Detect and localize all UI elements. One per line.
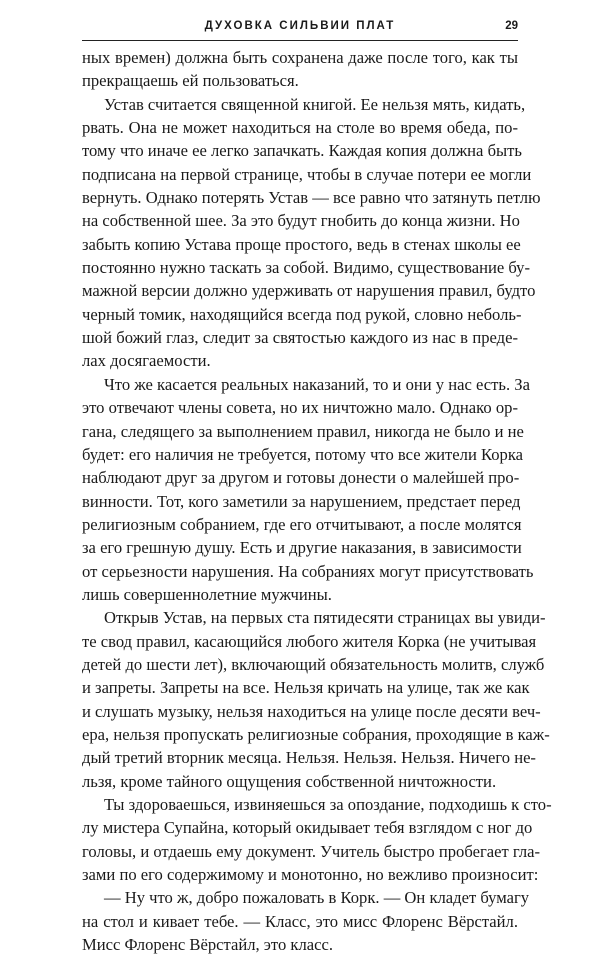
body-text [82,46,552,956]
text-line: будет: его наличия не требуется, потому что все жители Корка [82,444,523,464]
text-line: на собственной шее. За это будут гнобить до конца жизни. Но [82,211,520,231]
text-line: ера, нельзя пропускать религиозные собрания, проходящие в каж- [82,724,550,744]
paragraph [82,886,530,956]
text-line: те свод правил, касающийся любого жителя Корка (не учитывая [82,631,537,651]
text-line: и запреты. Запреты на все. Нельзя кричать на улице, так же как [82,678,530,698]
text-line: — Ну что ж, добро пожаловать в Корк. — Он кладет бумагу [104,888,530,908]
paragraph [82,793,552,886]
text-line: Что же касается реальных наказаний, то и они у нас есть. За [104,374,530,394]
text-line: детей до шести лет), включающий обязательность молитв, служб [82,654,545,674]
text-line: наблюдают друг за другом и готовы донести о малейшей про- [82,468,520,488]
paragraph [82,606,550,793]
text-line: Открыв Устав, на первых ста пятидесяти страницах вы увиди- [104,608,546,628]
text-line: вернуть. Однако потерять Устав — все равно что затянуть петлю [82,188,541,208]
text-line: религиозным собранием, где его отчитывают, а после молятся [82,514,522,534]
text-line: Устав считается священной книгой. Ее нельзя мять, кидать, [104,94,526,114]
text-line: Ты здороваешься, извиняешься за опоздание, подходишь к сто- [104,795,552,814]
text-line: на стол и кивает тебе. — Класс, это мисс Флоренс Вёрстайл. [82,911,518,931]
text-line: дый третий вторник месяца. Нельзя. Нельзя. Нельзя. Ничего не- [82,748,536,768]
paragraph [82,373,534,606]
text-line: льзя, кроме тайного ощущения собственной ничтожности. [82,771,497,791]
text-line: винности. Тот, кого заметили за нарушением, предстает перед [82,491,521,511]
page-header [82,18,518,41]
text-line: шой божий глаз, следит за святостью каждого из нас в преде- [82,328,518,348]
text-line: лу мистера Супайна, который окидывает тебя взглядом с ног до [82,818,533,838]
text-line: забыть копию Устава проще простого, ведь в стенах школы ее [82,234,521,254]
text-line: зами по его содержимому и монотонно, но вежливо произносит: [82,865,539,885]
text-line: тому что иначе ее легко запачкать. Каждая копия должна быть [82,141,522,161]
text-line: головы, и отдаешь ему документ. Учитель быстро пробегает гла- [82,841,541,861]
text-line: от серьезности нарушения. На собраниях могут присутствовать [82,561,534,581]
text-line: и слушать музыку, нельзя находиться на улице после десяти веч- [82,701,541,721]
text-line: подписана на первой странице, чтобы в случае потери ее могли [82,164,532,184]
text-line: рвать. Она не может находиться на столе во время обеда, по- [82,118,518,138]
paragraph [82,46,518,93]
text-line: гана, следящего за выполнением правил, никогда не было и не [82,421,524,441]
text-line: мажной версии должно удерживать от нарушения правил, будто [82,281,536,301]
text-line: прекращаешь ей пользоваться. [82,71,299,91]
text-line: лишь совершеннолетние мужчины. [82,584,332,604]
running-title: ДУХОВКА СИЛЬВИИ ПЛАТ [204,20,396,32]
text-line: за его грешную душу. Есть и другие наказания, в зависимости [82,538,522,558]
text-line: лах досягаемости. [82,351,211,371]
paragraph [82,93,541,373]
text-line: это отвечают члены совета, но их ничтожно мало. Однако ор- [82,398,518,418]
text-line: Мисс Флоренс Вёрстайл, это класс. [82,935,333,955]
page-number: 29 [505,20,518,32]
text-line: черный томик, находящийся всегда под рукой, словно неболь- [82,304,522,324]
text-line: постоянно нужно таскать за собой. Видимо, существование бу- [82,258,530,278]
text-line: ных времен) должна быть сохранена даже после того, как ты [82,48,518,67]
